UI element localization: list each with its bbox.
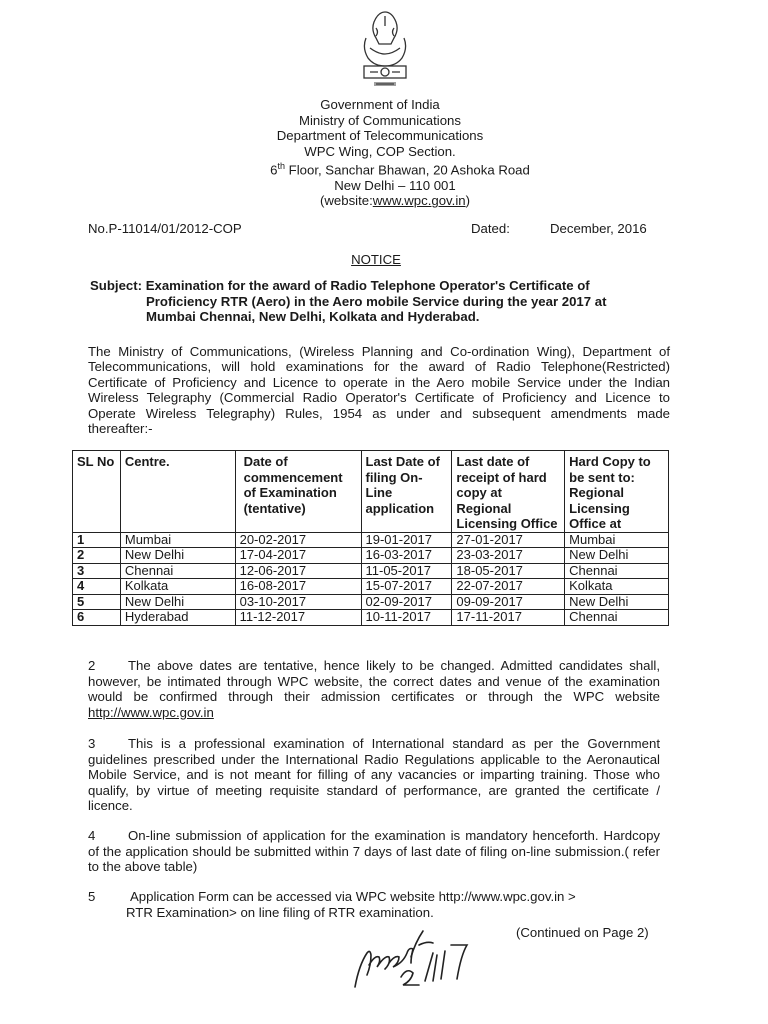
cell-online-deadline: 16-03-2017 <box>361 548 452 564</box>
subject-line: Proficiency RTR (Aero) in the Aero mobile Service during the year 2017 at <box>146 293 607 309</box>
cell-regional-office: New Delhi <box>565 594 669 610</box>
cell-centre: Chennai <box>120 563 235 579</box>
paragraph-text: The above dates are tentative, hence likely to be changed. Admitted candidates shall, however, be intimated through WPC website, the correct dates and venue of the examination would be confirmed through their admission certificates or through the WPC website <box>88 658 660 704</box>
paragraph-number: 3 <box>88 736 96 751</box>
header-regional-office: Hard Copy to be sent to: Regional Licensing Office at <box>565 451 669 533</box>
cell-sl: 4 <box>73 579 121 595</box>
address-floor: 6 <box>270 162 278 178</box>
paragraph-text: On-line submission of application for the examination is mandatory henceforth. Hardcopy of the application should be submitted within 7 days of last date of filing on-line submission.( refer to the above table) <box>88 828 660 874</box>
cell-exam-date: 12-06-2017 <box>235 563 361 579</box>
cell-online-deadline: 11-05-2017 <box>361 563 452 579</box>
cell-exam-date: 03-10-2017 <box>235 594 361 610</box>
cell-exam-date: 17-04-2017 <box>235 548 361 564</box>
paragraph-2 <box>88 658 660 720</box>
website-link[interactable]: www.wpc.gov.in <box>372 193 466 209</box>
cell-online-deadline: 10-11-2017 <box>361 610 452 626</box>
paragraph-3 <box>88 736 660 814</box>
table-row <box>73 532 669 548</box>
letterhead-line: Department of Telecommunications <box>276 128 484 143</box>
paragraph-number: 2 <box>88 658 96 673</box>
letterhead-address <box>180 159 580 178</box>
notice-title: NOTICE <box>351 252 401 267</box>
cell-regional-office: Mumbai <box>565 532 669 548</box>
cell-hardcopy-deadline: 23-03-2017 <box>452 548 565 564</box>
cell-exam-date: 20-02-2017 <box>235 532 361 548</box>
dated-label: Dated: <box>471 221 510 236</box>
header-sl-no: SL No <box>73 451 121 533</box>
paragraph-number: 5 <box>88 889 96 904</box>
handwritten-signature <box>345 915 475 993</box>
cell-centre: New Delhi <box>120 594 235 610</box>
cell-regional-office: New Delhi <box>565 548 669 564</box>
cell-centre: Kolkata <box>120 579 235 595</box>
reference-number: No.P-11014/01/2012-COP <box>88 221 242 236</box>
cell-hardcopy-deadline: 09-09-2017 <box>452 594 565 610</box>
address-sup: th <box>277 161 285 171</box>
subject-line: Mumbai Chennai, New Delhi, Kolkata and Hyderabad. <box>146 309 480 324</box>
header-centre: Centre. <box>120 451 235 533</box>
letterhead-line: Government of India <box>320 97 440 112</box>
cell-hardcopy-deadline: 27-01-2017 <box>452 532 565 548</box>
cell-online-deadline: 02-09-2017 <box>361 594 452 610</box>
cell-hardcopy-deadline: 17-11-2017 <box>452 610 565 626</box>
paragraph-number: 4 <box>88 828 96 843</box>
cell-exam-date: 16-08-2017 <box>235 579 361 595</box>
letterhead <box>180 97 580 209</box>
header-hardcopy-deadline: Last date of receipt of hard copy at Regional Licensing Office <box>452 451 565 533</box>
subject-line: Examination for the award of Radio Telephone Operator's Certificate of <box>145 278 590 293</box>
cell-hardcopy-deadline: 18-05-2017 <box>452 563 565 579</box>
table-row <box>73 579 669 595</box>
cell-centre: Hyderabad <box>120 610 235 626</box>
letterhead-city: New Delhi – 110 001 <box>334 177 456 193</box>
cell-sl: 3 <box>73 563 121 579</box>
table-header-row <box>73 451 669 533</box>
header-exam-date: Date of commencement of Examination (tentative) <box>235 451 361 533</box>
cell-sl: 1 <box>73 532 121 548</box>
website-suffix: ) <box>465 193 471 209</box>
header-online-deadline: Last Date of filing On-Line application <box>361 451 452 533</box>
website-prefix: (website: <box>319 193 373 209</box>
cell-centre: New Delhi <box>120 548 235 564</box>
wpc-website-link[interactable]: http://www.wpc.gov.in <box>88 704 214 720</box>
cell-regional-office: Chennai <box>565 563 669 579</box>
cell-exam-date: 11-12-2017 <box>235 610 361 626</box>
letterhead-line: WPC Wing, COP Section. <box>304 143 456 159</box>
cell-centre: Mumbai <box>120 532 235 548</box>
letterhead-line: Ministry of Communications <box>299 112 461 128</box>
cell-regional-office: Kolkata <box>565 579 669 595</box>
paragraph-5-line <box>88 889 668 905</box>
cell-sl: 2 <box>73 548 121 564</box>
table-row <box>73 548 669 564</box>
table-row <box>73 610 669 626</box>
subject-block <box>90 278 680 325</box>
table-row <box>73 563 669 579</box>
cell-online-deadline: 15-07-2017 <box>361 579 452 595</box>
exam-schedule-table <box>72 450 669 626</box>
document-date: December, 2016 <box>550 221 647 236</box>
national-emblem-icon <box>352 8 418 96</box>
address-rest: Floor, Sanchar Bhawan, 20 Ashoka Road <box>285 162 530 178</box>
cell-hardcopy-deadline: 22-07-2017 <box>452 579 565 595</box>
cell-online-deadline: 19-01-2017 <box>361 532 452 548</box>
paragraph-5-line: RTR Examination> on line filing of RTR examination. <box>126 904 434 920</box>
cell-sl: 6 <box>73 610 121 626</box>
cell-sl: 5 <box>73 594 121 610</box>
paragraph-4 <box>88 828 660 875</box>
subject-label: Subject: <box>90 278 146 293</box>
cell-regional-office: Chennai <box>565 610 669 626</box>
paragraph-text: Application Form can be accessed via WPC website http://www.wpc.gov.in > <box>130 889 576 904</box>
letterhead-website <box>180 193 580 209</box>
table-row <box>73 594 669 610</box>
notice-title-wrap <box>0 252 752 267</box>
continued-note: (Continued on Page 2) <box>516 925 649 940</box>
paragraph-text: This is a professional examination of International standard as per the Government guidelines prescribed under the International Radio Regulations applicable to the Aeronautical Mobile Service, and is not meant for filling of any vacancies or imparting training. Those who qualify, by virtue of meeting requisite standard of performance, are granted the certificate / licence. <box>88 736 660 813</box>
intro-paragraph: The Ministry of Communications, (Wireless Planning and Co-ordination Wing), Department of Telecommunications, will hold examinations for the award of Radio Telephone(Restricted) Certificate of Proficiency and Licence to operate in the Aero mobile Service under the Indian Wireless Telegraphy (Commercial Radio Operator's Certificate of Proficiency and Licence to Operate Wireless Telegraphy) Rules, 1954 as under and subsequent amendments made thereafter:- <box>88 344 670 437</box>
